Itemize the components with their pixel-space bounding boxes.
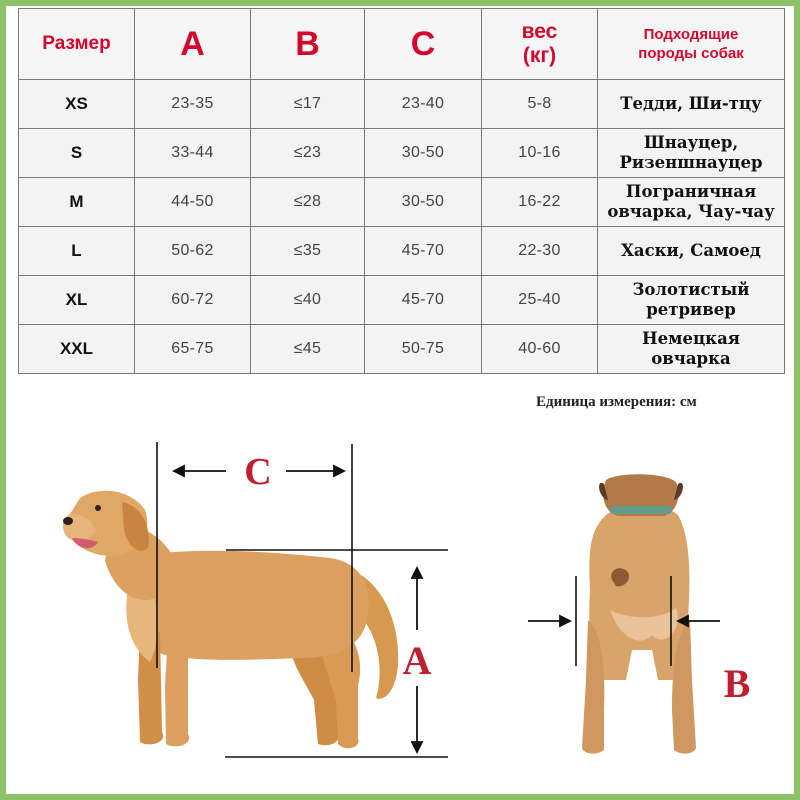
retriever-nose (63, 517, 73, 525)
breed-cell (598, 129, 785, 178)
size-chart-table (18, 8, 785, 374)
c-cell: 30-50 (365, 129, 482, 178)
weight-cell: 40-60 (482, 325, 598, 374)
table-header-row (19, 9, 785, 80)
breed-line: Ризеншнауцер (619, 153, 763, 172)
b-cell: ≤40 (251, 276, 365, 325)
header-c: C (365, 9, 482, 80)
label-a: A (402, 638, 432, 683)
c-cell: 45-70 (365, 276, 482, 325)
table-row (19, 80, 785, 129)
a-cell: 33-44 (135, 129, 251, 178)
breed-cell (598, 325, 785, 374)
measurement-diagram (0, 380, 800, 794)
weight-cell: 10-16 (482, 129, 598, 178)
label-c: C (244, 451, 272, 493)
table-row (19, 129, 785, 178)
c-arrow-right (286, 466, 344, 476)
breed-cell (598, 178, 785, 227)
a-cell: 60-72 (135, 276, 251, 325)
a-cell: 23-35 (135, 80, 251, 129)
header-breeds-line2: породы собак (638, 45, 744, 62)
header-size: Размер (19, 9, 135, 80)
breed-line: Золотистый (632, 280, 750, 299)
header-weight-line2: (кг) (522, 44, 557, 67)
b-cell: ≤23 (251, 129, 365, 178)
table-row (19, 325, 785, 374)
b-arrow-left (528, 616, 570, 626)
size-cell: XS (19, 80, 135, 129)
weight-cell: 25-40 (482, 276, 598, 325)
b-cell: ≤17 (251, 80, 365, 129)
weight-cell: 22-30 (482, 227, 598, 276)
breed-cell (598, 227, 785, 276)
a-cell: 50-62 (135, 227, 251, 276)
header-breeds (598, 9, 785, 80)
header-weight (482, 9, 598, 80)
b-cell: ≤45 (251, 325, 365, 374)
c-arrow-left (174, 466, 226, 476)
table-row (19, 276, 785, 325)
retriever-front-leg-2 (165, 635, 189, 746)
a-cell: 65-75 (135, 325, 251, 374)
breed-cell (598, 276, 785, 325)
a-cell: 44-50 (135, 178, 251, 227)
breed-line: Пограничная (625, 182, 757, 201)
size-cell: XXL (19, 325, 135, 374)
breed-line: Немецкая (642, 329, 740, 348)
size-cell: L (19, 227, 135, 276)
a-arrow-down (412, 686, 422, 752)
header-breeds-line1: Подходящие (643, 26, 739, 43)
size-cell: XL (19, 276, 135, 325)
retriever-side-view (63, 491, 398, 748)
c-cell: 30-50 (365, 178, 482, 227)
b-arrow-right (678, 616, 720, 626)
breed-line: овчарка, Чау-чау (607, 202, 775, 221)
c-cell: 50-75 (365, 325, 482, 374)
c-cell: 45-70 (365, 227, 482, 276)
dog-rear-view (582, 474, 696, 753)
header-weight-line1: вес (521, 20, 558, 43)
rear-dog-collar (610, 506, 672, 514)
b-cell: ≤35 (251, 227, 365, 276)
table-row (19, 227, 785, 276)
breed-line: Тедди, Ши-тцу (620, 94, 762, 113)
unit-note: Единица измерения: см (536, 394, 697, 410)
breed-line: Шнауцер, (643, 133, 739, 152)
c-cell: 23-40 (365, 80, 482, 129)
label-b: B (723, 661, 751, 706)
breed-line: ретривер (646, 300, 736, 319)
table-row (19, 178, 785, 227)
retriever-eye (95, 505, 101, 511)
header-b: B (251, 9, 365, 80)
size-cell: S (19, 129, 135, 178)
rear-dog-body (589, 504, 689, 680)
size-cell: M (19, 178, 135, 227)
a-arrow-up (412, 568, 422, 630)
breed-cell (598, 80, 785, 129)
weight-cell: 16-22 (482, 178, 598, 227)
weight-cell: 5-8 (482, 80, 598, 129)
header-a: A (135, 9, 251, 80)
b-cell: ≤28 (251, 178, 365, 227)
breed-line: овчарка (651, 349, 731, 368)
breed-line: Хаски, Самоед (621, 241, 761, 260)
table-body (19, 80, 785, 374)
